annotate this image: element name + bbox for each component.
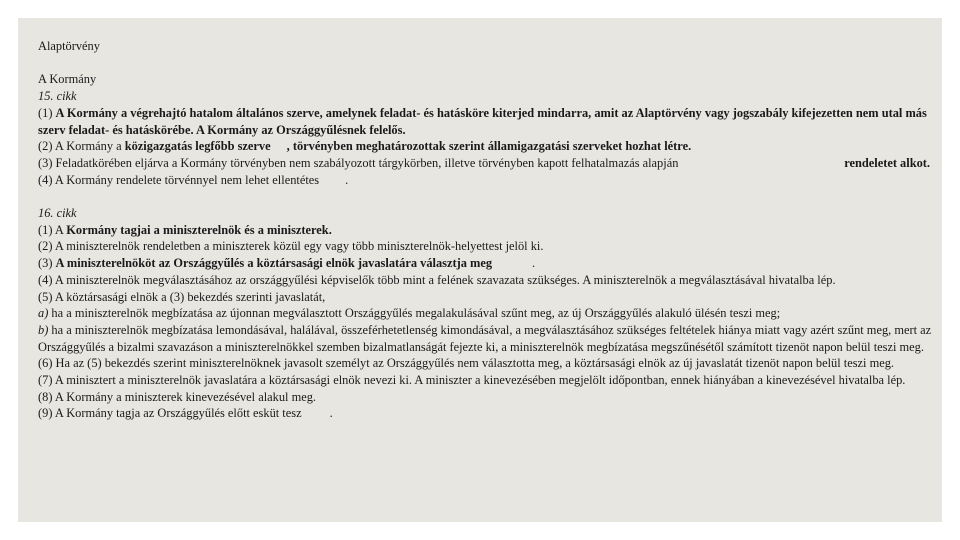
slide-background xyxy=(18,18,942,522)
paragraph-end: . xyxy=(532,256,536,271)
paragraph-number: (3) xyxy=(38,256,56,271)
document-body xyxy=(38,38,938,422)
paragraph-bold: Kormány tagjai a miniszterelnök és a miniszterek. xyxy=(66,222,332,237)
article-16-paragraph-6: (6) Ha az (5) bekezdés szerint miniszterelnöknek javasolt személyt az Országgyűlés nem választotta meg, a köztársasági elnök az új javaslatát tizenöt napon belül teszi meg. xyxy=(38,356,895,371)
paragraph-bold-end: rendeletet alkot. xyxy=(844,155,930,170)
paragraph-bold-2: , törvényben meghatározottak szerint államigazgatási szerveket hozhat létre. xyxy=(286,139,692,154)
paragraph-text: (3) Feladatkörében eljárva a Kormány törvényben nem szabályozott tárgykörben, illetve törvényben kapott felhatalmazás alapján xyxy=(38,155,679,170)
paragraph-number: (1) xyxy=(38,105,56,120)
paragraph-text: (4) A Kormány rendelete törvénnyel nem lehet ellentétes xyxy=(38,172,320,187)
article-15-paragraph-1 xyxy=(38,105,938,138)
article-16-paragraph-5b xyxy=(38,322,938,355)
article-16-paragraph-9 xyxy=(38,405,938,422)
section-title: A Kormány xyxy=(38,72,97,87)
article-15-paragraph-4 xyxy=(38,172,938,189)
article-16-paragraph-5a xyxy=(38,305,938,322)
article-16-paragraph-2: (2) A miniszterelnök rendeletben a miniszterek közül egy vagy több miniszterelnök-helyettest jelöl ki. xyxy=(38,239,544,254)
point-text: ha a miniszterelnök megbízatása lemondásával, halálával, összeférhetetlenség kimondásával, a megválasztásához szükséges feltételek hiánya miatt vagy azért szűnt meg, mert az Országgyűlés a bizalmi szavazáson a miniszterelnökkel szemben bizalmatlanságát fejezte ki, a miniszterelnök megbízatása megszűnésétől számított tizenöt napon belül teszi meg. xyxy=(38,322,932,354)
article-16-paragraph-1 xyxy=(38,222,938,239)
spacer xyxy=(38,188,938,205)
spacer xyxy=(38,55,938,72)
article-16-paragraph-4: (4) A miniszterelnök megválasztásához az országgyűlési képviselők több mint a felének szavazata szükséges. A miniszterelnök a megválasztásával hivatalba lép. xyxy=(38,272,836,287)
paragraph-end: . xyxy=(345,172,349,187)
point-label: a) xyxy=(38,306,49,321)
article-15-paragraph-3 xyxy=(38,155,938,172)
point-text: ha a miniszterelnök megbízatása az újonnan megválasztott Országgyűlés megalakulásával szűnt meg, az új Országgyűlés alakuló ülésén teszi meg; xyxy=(48,306,781,321)
article-16-paragraph-5: (5) A köztársasági elnök a (3) bekezdés szerinti javaslatát, xyxy=(38,289,326,304)
paragraph-end: . xyxy=(329,406,333,421)
article-16-paragraph-8: (8) A Kormány a miniszterek kinevezésével alakul meg. xyxy=(38,389,317,404)
paragraph-lead: (2) A Kormány a xyxy=(38,139,125,154)
point-label: b) xyxy=(38,322,49,337)
article-16-paragraph-3 xyxy=(38,255,938,272)
article-15-heading: 15. cikk xyxy=(38,89,77,104)
paragraph-text: A Kormány a végrehajtó hatalom általános szerve, amelynek feladat- és hatásköre kiterjed mindarra, amit az Alaptörvény vagy jogszabály kifejezetten nem utal más szerv feladat- és hatáskörébe. A Kormány az Országgyűlésnek felelős. xyxy=(38,105,927,137)
article-16-heading: 16. cikk xyxy=(38,206,77,220)
document-title: Alaptörvény xyxy=(38,39,100,53)
article-15-paragraph-2 xyxy=(38,138,938,155)
paragraph-lead: (1) A xyxy=(38,222,67,237)
paragraph-bold-1: közigazgatás legfőbb szerve xyxy=(124,139,271,154)
paragraph-bold: A miniszterelnököt az Országgyűlés a köztársasági elnök javaslatára választja meg xyxy=(55,256,493,271)
article-16-paragraph-7: (7) A minisztert a miniszterelnök javaslatára a köztársasági elnök nevezi ki. A miniszter a kinevezésében megjelölt időpontban, ennek hiányában a kinevezésével hivatalba lép. xyxy=(38,373,906,388)
paragraph-text: (9) A Kormány tagja az Országgyűlés előtt esküt tesz xyxy=(38,406,302,421)
